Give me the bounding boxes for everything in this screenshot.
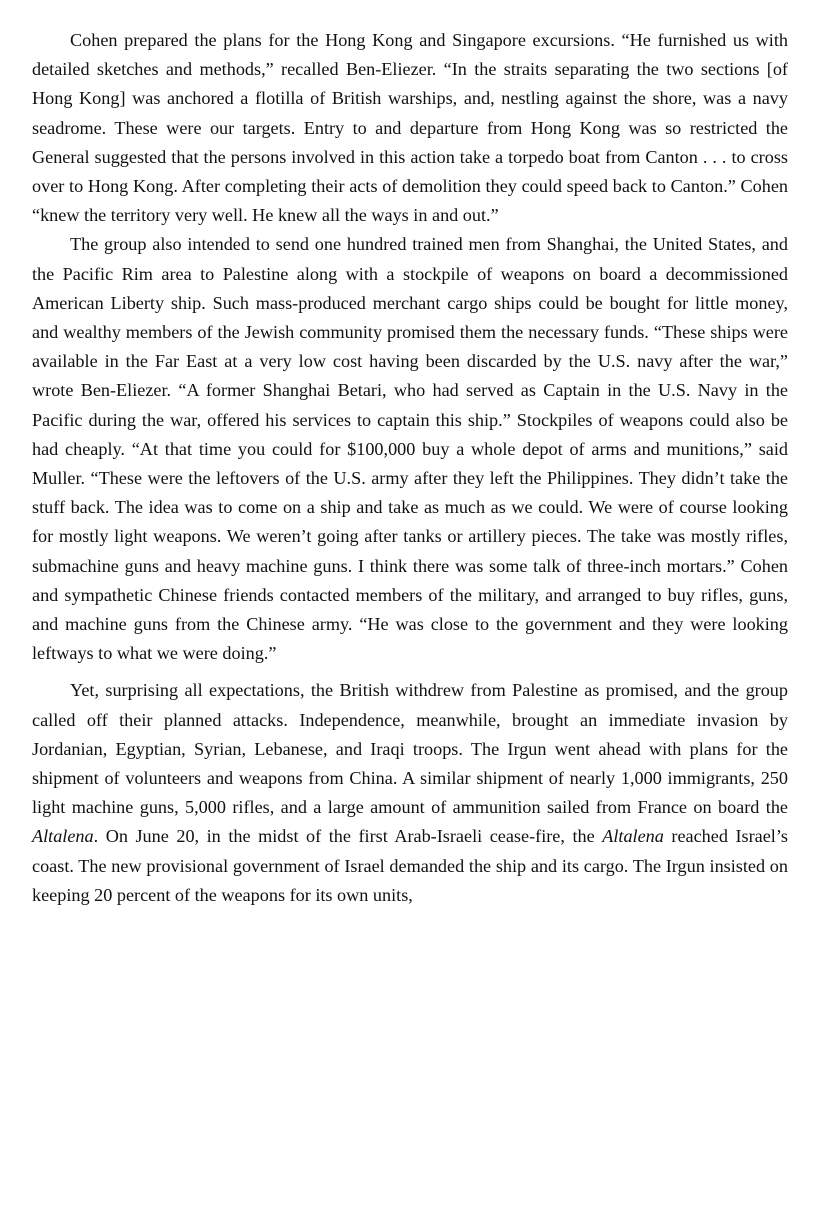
paragraph-3-part-1: Yet, surprising all expectations, the British withdrew from Palestine as promised, and the group called off their planned attacks. Independence, meanwhile, brought an immediate invasion by Jordanian, Egyptian, Syrian, Lebanese, and Iraqi troops. The Irgun went ahead with plans for the shipment of volunteers and weapons from China. A similar shipment of nearly 1,000 immigrants, 250 light machine guns, 5,000 rifles, and a large amount of ammunition sailed from France on board the	[32, 680, 788, 818]
page-text	[32, 26, 788, 910]
paragraph-2: The group also intended to send one hundred trained men from Shanghai, the United States, and the Pacific Rim area to Palestine along with a stockpile of weapons on board a decommissioned American Liberty ship. Such mass-produced merchant cargo ships could be bought for little money, and wealthy members of the Jewish community promised them the necessary funds. “These ships were available in the Far East at a very low cost having been discarded by the U.S. navy after the war,” wrote Ben-Eliezer. “A former Shanghai Betari, who had served as Captain in the U.S. Navy in the Pacific during the war, offered his services to captain this ship.” Stockpiles of weapons could also be had cheaply. “At that time you could for $100,000 buy a whole depot of arms and munitions,” said Muller. “These were the leftovers of the U.S. army after they left the Philippines. They didn’t take the stuff back. The idea was to come on a ship and take as much as we could. We were of course looking for mostly light weapons. We weren’t going after tanks or artillery pieces. The take was mostly rifles, submachine guns and heavy machine guns. I think there was some talk of three-inch mortars.” Cohen and sympathetic Chinese friends contacted members of the military, and arranged to buy rifles, guns, and machine guns from the Chinese army. “He was close to the government and they were looking leftways to what we were doing.”	[32, 234, 788, 664]
paragraph-1: Cohen prepared the plans for the Hong Kong and Singapore excursions. “He furnished us with detailed sketches and methods,” recalled Ben-Eliezer. “In the straits separating the two sections [of Hong Kong] was anchored a flotilla of British warships, and, nestling against the shore, was a navy seadrome. These were our targets. Entry to and departure from Hong Kong was so restricted the General suggested that the persons involved in this action take a torpedo boat from Canton . . . to cross over to Hong Kong. After completing their acts of demolition they could speed back to Canton.” Cohen “knew the territory very well. He knew all the ways in and out.”	[32, 30, 788, 226]
paragraph-3	[32, 676, 788, 910]
ship-name-italic: Altalena	[32, 826, 94, 847]
ship-name-italic: Altalena	[602, 826, 664, 847]
paragraph-3-part-3: reached Israel’s coast. The new provisional government of Israel demanded the ship and its cargo. The Irgun insisted on keeping 20 percent of the weapons for its own units,	[32, 826, 788, 905]
paragraph-3-part-2: . On June 20, in the midst of the first Arab-Israeli cease-fire, the	[93, 826, 603, 847]
